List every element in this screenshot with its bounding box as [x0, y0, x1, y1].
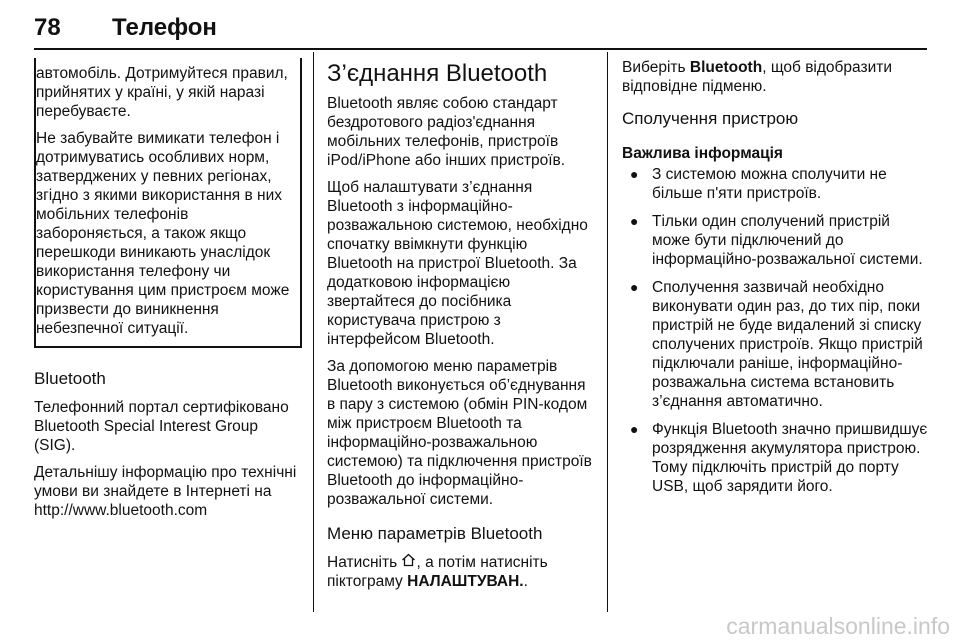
warning-paragraph-2: Не забувайте вимикати телефон і дотримуватись особливих норм, затверджених у певних регіонах, згідно з якими використання в них мобільних телефонів забороняється, а також якщо перешкоди виникають унаслідок використання телефону чи користування цим пристроєм може призвести до виникнення небезпечної ситуації.	[36, 130, 290, 337]
connection-paragraph-1: Bluetooth являє собою стандарт бездротового радіоз'єднання мобільних телефонів, пристроїв iPod/iPhone або інших пристроїв.	[327, 95, 566, 169]
bullet-icon: ●	[630, 213, 639, 229]
intro-prefix: Виберіть	[622, 59, 686, 76]
list-item: ● Функція Bluetooth значно пришвидшує розрядження акумулятора пристрою. Тому підключіть пристрій до порту USB, щоб зарядити його.	[630, 421, 928, 495]
settings-menu-heading: Меню параметрів Bluetooth	[327, 524, 543, 543]
bluetooth-heading: Bluetooth	[34, 369, 106, 388]
intro-paragraph	[622, 58, 932, 96]
bullet-icon: ●	[630, 421, 639, 437]
column-3	[622, 58, 932, 505]
warning-paragraph-1: автомобіль. Дотримуйтеся правил, прийнятих у країні, у якій наразі перебуваєте.	[36, 65, 288, 120]
instruction-middle: , а потім натисніть піктограму	[327, 554, 548, 590]
bluetooth-paragraph-2: Детальнішу інформацію про технічні умови ви знайдете в Інтернеті на	[34, 464, 297, 500]
column-divider-2	[607, 52, 608, 612]
bluetooth-paragraph-1: Телефонний портал сертифіковано Bluetooth Special Interest Group (SIG).	[34, 399, 289, 454]
important-info-heading: Важлива інформація	[622, 145, 783, 162]
list-item: ● Сполучення зазвичай необхідно виконувати один раз, до тих пір, поки пристрій не буде видалений зі списку сполучених пристроїв. Якщо пристрій підключали раніше, інформаційно-розважальна система встановить з’єднання автоматично.	[630, 279, 923, 410]
important-info-list	[622, 165, 932, 496]
intro-suffix: , щоб відобразити відповідне підменю.	[622, 59, 893, 95]
page-title: Телефон	[112, 14, 217, 41]
list-item: ● Тільки один сполучений пристрій може бути підключений до інформаційно-розважальної системи.	[630, 213, 923, 268]
pairing-heading: Сполучення пристрою	[622, 109, 799, 128]
column-2	[327, 58, 597, 599]
bullet-icon: ●	[630, 279, 639, 295]
page-number: 78	[34, 14, 61, 41]
watermark: carmanualsonline.info	[726, 613, 950, 639]
column-1	[34, 58, 302, 520]
settings-instruction	[327, 553, 597, 591]
list-item: ● З системою можна сполучити не більше п'яти пристроїв.	[630, 166, 887, 202]
instruction-prefix: Натисніть	[327, 554, 398, 571]
column-divider-1	[313, 52, 314, 612]
bluetooth-menu-label: Bluetooth	[689, 59, 763, 76]
settings-label: НАЛАШТУВАН.	[407, 573, 524, 590]
header-rule	[34, 48, 927, 50]
warning-box	[34, 58, 302, 348]
bullet-icon: ●	[630, 166, 639, 182]
connection-paragraph-2: Щоб налаштувати з’єднання Bluetooth з інформаційно-розважальною системою, необхідно спочатку ввімкнути функцію Bluetooth на пристрої Bluetooth. За додатковою інформацією звертайтеся до посібника користувача пристрою з інтерфейсом Bluetooth.	[327, 179, 588, 348]
bluetooth-connection-heading: З’єднання Bluetooth	[327, 60, 548, 87]
bluetooth-url: http://www.bluetooth.com	[34, 502, 208, 519]
home-icon	[401, 553, 416, 572]
connection-paragraph-3: За допомогою меню параметрів Bluetooth виконується об’єднування в пару з системою (обмін PIN-кодом між пристроєм Bluetooth та інформаційно-розважальною системою) та підключення пристроїв Bluetooth до інформаційно-розважальної системи.	[327, 358, 592, 508]
instruction-suffix: .	[523, 573, 528, 590]
